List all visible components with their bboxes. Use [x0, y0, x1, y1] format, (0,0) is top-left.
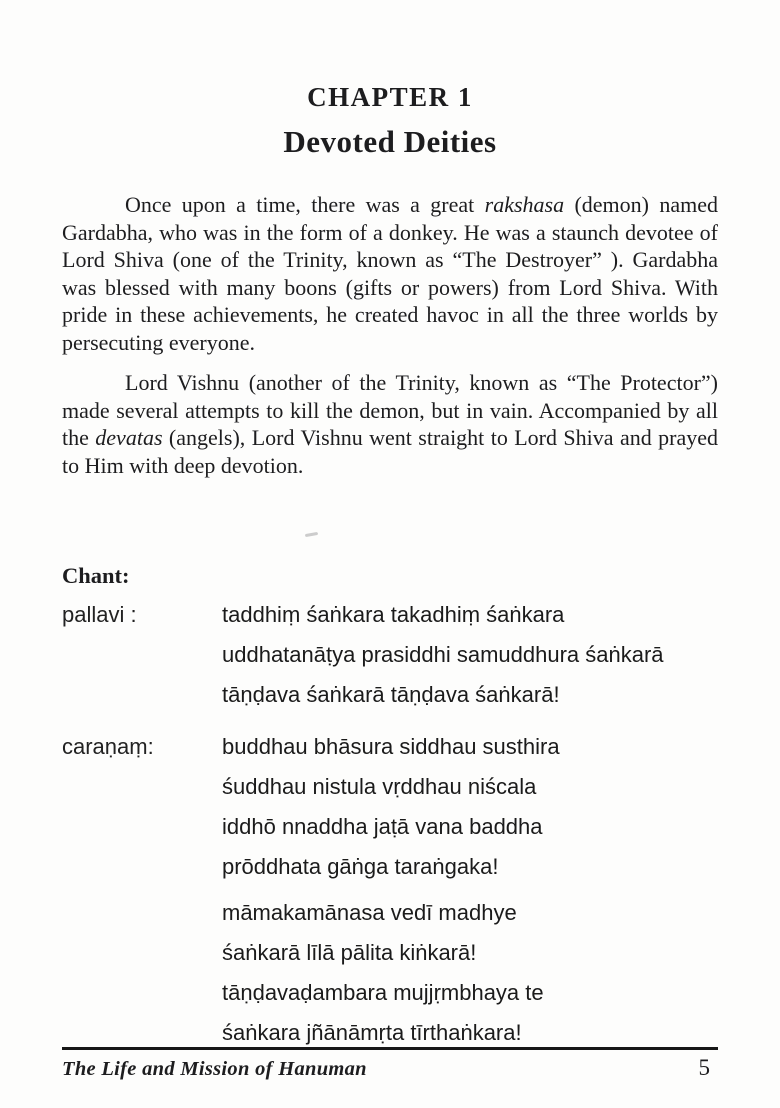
- title-block: [0, 82, 780, 160]
- chant-line: tāṇḍavaḍambara mujjṛmbhaya te: [222, 980, 544, 1005]
- page-footer: [62, 1047, 718, 1081]
- paragraph-text: (demon) named Gardabha, who was in the form of a donkey. He was a staunch devotee of Lord Shiva (one of the Trinity, known as “The Destroyer” ). Gardabha was blessed with many boons (gifts or powers) from Lord Shiva. With pride in these achievements, he created havoc in all the three worlds by persecuting everyone.: [62, 192, 718, 355]
- caranam-label: caraṇaṃ:: [62, 734, 154, 759]
- chant-row-pallavi: [62, 595, 722, 715]
- italic-term-rakshasa: rakshasa: [484, 192, 565, 217]
- paragraph-text: (angels), Lord Vishnu went straight to Lord Shiva and prayed to Him with deep devotion.: [62, 425, 718, 478]
- footer-rule: [62, 1047, 718, 1050]
- footer-row: [62, 1055, 718, 1081]
- body-text: [62, 191, 718, 479]
- chant-heading: Chant:: [62, 563, 130, 588]
- caranam-lines: [222, 727, 560, 887]
- pallavi-lines: [222, 595, 664, 715]
- footer-book-title: The Life and Mission of Hanuman: [62, 1058, 367, 1080]
- paragraph-text: Lord Vishnu (another of the Trinity, known as “The Protector”) made several attempts to kill the demon, but in vain. Accompanied by all the: [62, 370, 718, 450]
- chant-line: taddhiṃ śaṅkara takadhiṃ śaṅkara: [222, 602, 565, 627]
- paragraph-text: Once upon a time, there was a great: [125, 192, 485, 217]
- caranam-stanza-2-lines: [222, 893, 544, 1053]
- scan-artifact: [305, 532, 318, 537]
- chapter-label: CHAPTER 1: [307, 82, 473, 112]
- paragraph-2: [62, 369, 718, 479]
- chant-line: iddhō nnaddha jaṭā vana baddha: [222, 814, 543, 839]
- chant-row-caranam: [62, 727, 722, 887]
- chant-line: māmakamānasa vedī madhye: [222, 900, 517, 925]
- pallavi-label: pallavi :: [62, 602, 137, 627]
- chant-line: prōddhata gāṅga taraṅgaka!: [222, 854, 499, 879]
- page-number: 5: [698, 1055, 710, 1080]
- chant-line: uddhatanāṭya prasiddhi samuddhura śaṅkarā: [222, 642, 664, 667]
- chant-line: śaṅkara jñānāmṛta tīrthaṅkara!: [222, 1020, 522, 1045]
- chant-line: śaṅkarā līlā pālita kiṅkarā!: [222, 940, 477, 965]
- chant-line: buddhau bhāsura siddhau susthira: [222, 734, 560, 759]
- chant-line: tāṇḍava śaṅkarā tāṇḍava śaṅkarā!: [222, 682, 560, 707]
- paragraph-1: [62, 191, 718, 356]
- chant-line: śuddhau nistula vṛddhau niścala: [222, 774, 537, 799]
- chant-row-caranam-stanza-2: [62, 893, 722, 1053]
- page-title: Devoted Deities: [283, 124, 497, 159]
- italic-term-devatas: devatas: [95, 425, 163, 450]
- chant-section: [62, 556, 722, 1053]
